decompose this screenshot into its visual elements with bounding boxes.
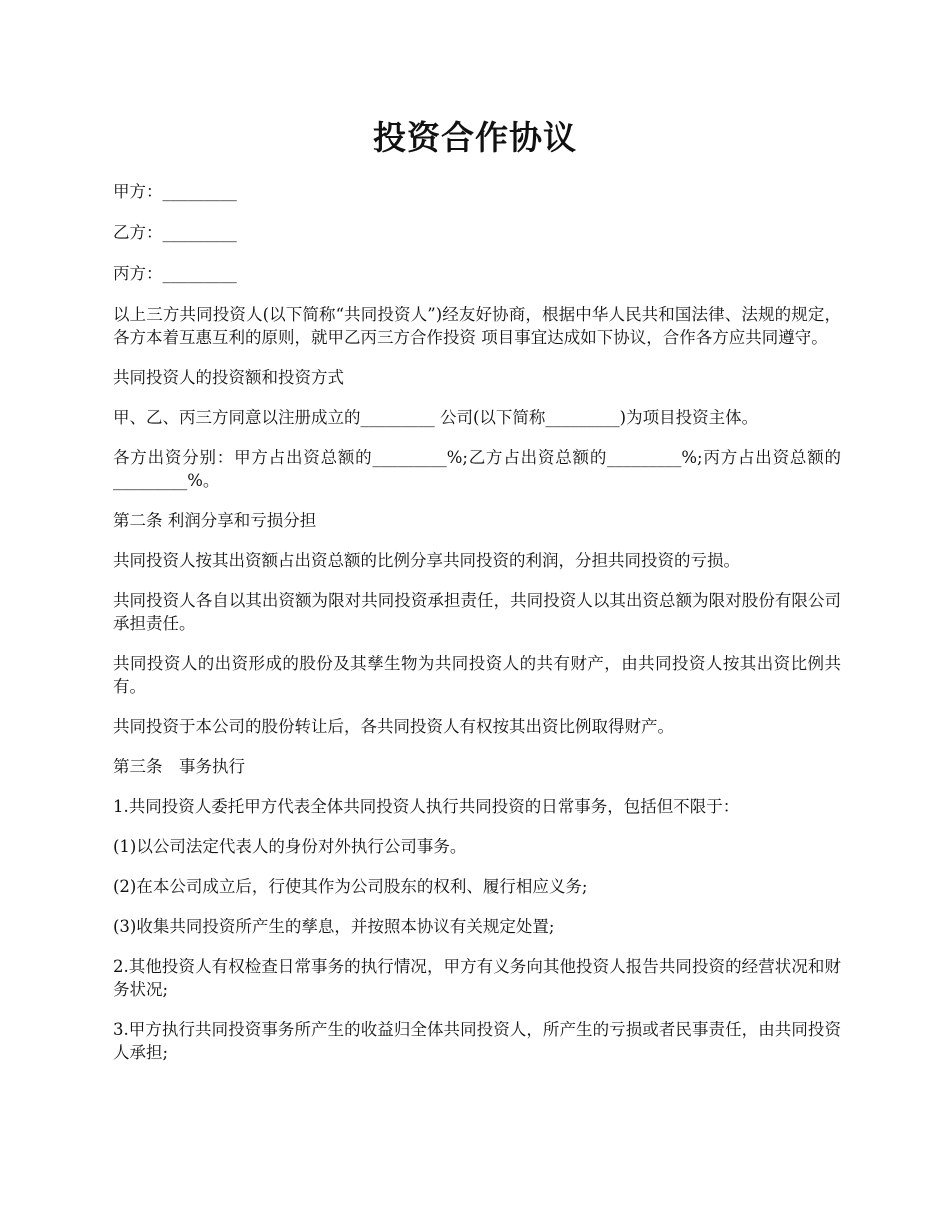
body-paragraph: 各方出资分别：甲方占出资总额的_________%;乙方占出资总额的_________%;丙方占出资总额的_________%。 <box>113 448 841 490</box>
section-heading: 共同投资人的投资额和投资方式 <box>113 368 344 387</box>
body-paragraph: 甲、乙、丙三方同意以注册成立的_________ 公司(以下简称_________)为项目投资主体。 <box>113 408 759 427</box>
body-paragraph: 共同投资人按其出资额占出资总额的比例分享共同投资的利润，分担共同投资的亏损。 <box>113 551 740 570</box>
body-paragraph: 共同投资人各自以其出资额为限对共同投资承担责任，共同投资人以其出资总额为限对股份有限公司承担责任。 <box>113 591 841 633</box>
document-title: 投资合作协议 <box>373 118 577 157</box>
list-item: 1.共同投资人委托甲方代表全体共同投资人执行共同投资的日常事务，包括但不限于： <box>113 797 740 816</box>
section-heading: 第二条 利润分享和亏损分担 <box>113 511 317 530</box>
list-item: (3)收集共同投资所产生的孳息，并按照本协议有关规定处置; <box>113 917 555 936</box>
party-b-line: 乙方：_________ <box>113 223 237 242</box>
list-item: 2.其他投资人有权检查日常事务的执行情况，甲方有义务向其他投资人报告共同投资的经营状况和财务状况; <box>113 957 841 999</box>
list-item: (2)在本公司成立后，行使其作为公司股东的权利、履行相应义务; <box>113 877 588 896</box>
preamble-paragraph: 以上三方共同投资人(以下简称“共同投资人”)经友好协商，根据中华人民共和国法律、法规的规定，各方本着互惠互利的原则，就甲乙丙三方合作投资 项目事宜达成如下协议，合作各方应共同遵守。 <box>113 305 841 347</box>
list-item: 3.甲方执行共同投资事务所产生的收益归全体共同投资人，所产生的亏损或者民事责任，由共同投资人承担; <box>113 1020 841 1062</box>
document-body <box>113 180 841 1081</box>
body-paragraph: 共同投资人的出资形成的股份及其孳生物为共同投资人的共有财产，由共同投资人按其出资比例共有。 <box>113 654 841 696</box>
section-heading: 第三条 事务执行 <box>113 757 245 776</box>
party-a-line: 甲方：_________ <box>113 182 237 201</box>
party-c-line: 丙方：_________ <box>113 264 237 283</box>
list-item: (1)以公司法定代表人的身份对外执行公司事务。 <box>113 837 467 856</box>
body-paragraph: 共同投资于本公司的股份转让后，各共同投资人有权按其出资比例取得财产。 <box>113 717 674 736</box>
